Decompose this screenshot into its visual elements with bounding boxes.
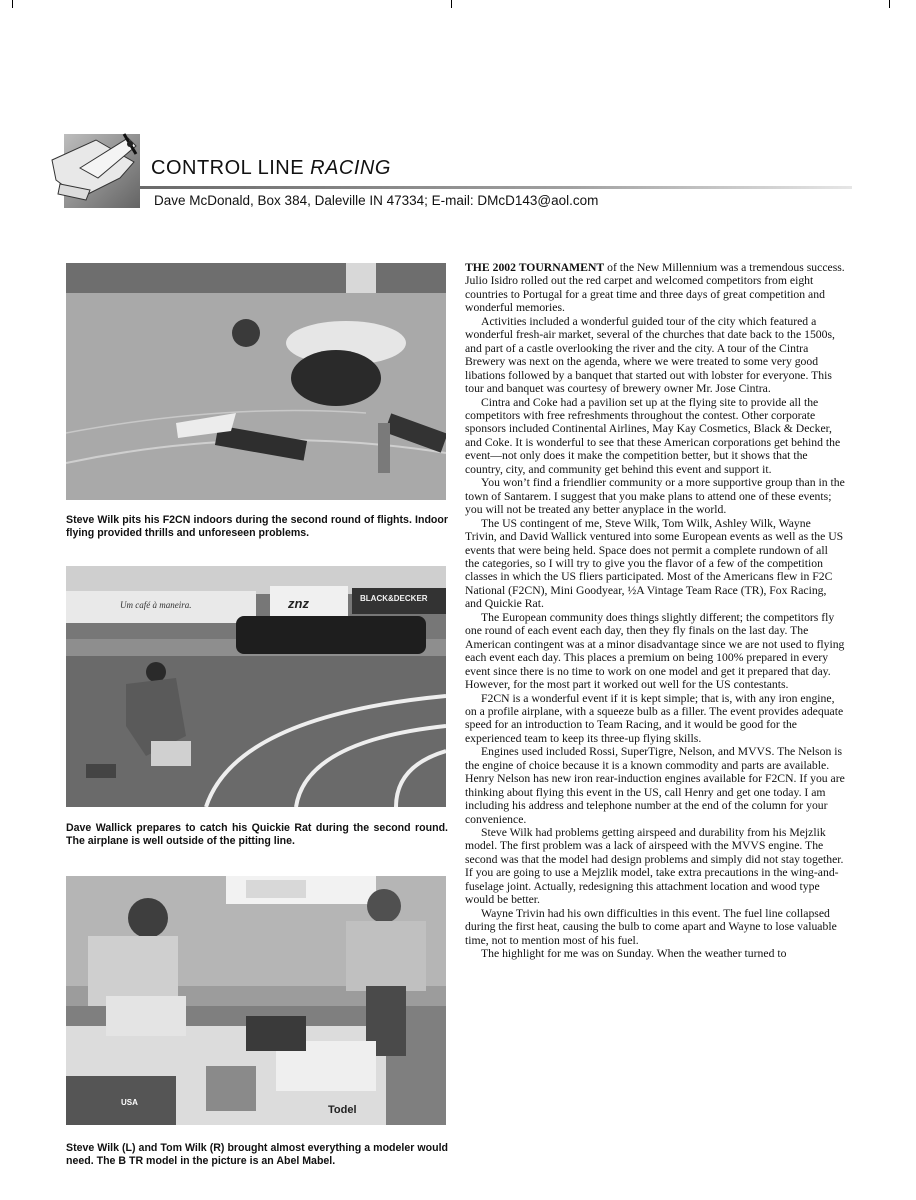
- article-body: [465, 261, 845, 1200]
- photo-outdoor-track: [66, 566, 446, 807]
- photo-indoor-pitting: [66, 263, 446, 500]
- header-rule: [140, 186, 852, 189]
- sign-maneira-text: à maneira.: [152, 600, 192, 610]
- photo-caption-1: Steve Wilk pits his F2CN indoors during the second round of flights. Indoor flying provided thrills and unforeseen problems.: [66, 514, 448, 539]
- section-title: [151, 157, 391, 180]
- article-paragraph: [465, 261, 845, 315]
- sign-zna: znz: [288, 596, 309, 611]
- article-paragraph: The highlight for me was on Sunday. When the weather turned to: [481, 947, 787, 961]
- label-model: Todel: [328, 1104, 357, 1116]
- photo-pit-room: [66, 876, 446, 1125]
- lead-text: of the New Millennium was a tremendous success. Julio Isidro rolled out the red carpet and welcomed competitors from eight countries to Portugal for a great time and three days of great competition and wonderful memories.: [465, 261, 845, 315]
- section-title-main: CONTROL LINE: [151, 157, 311, 179]
- photo-caption-2: Dave Wallick prepares to catch his Quickie Rat during the second round. The airplane is well outside of the pitting line.: [66, 822, 448, 847]
- article-paragraph: Activities included a wonderful guided tour of the city which featured a wonderful fresh-air market, several of the churches that date back to the 1500s, and part of a castle overlooking the river and the city. A tour of the Cintra Brewery was next on the agenda, where we were treated to some very good libations followed by a banquet that started out with lobster for everyone. This tour and banquet was courtesy of brewery owner Mr. Jose Cintra.: [465, 314, 835, 396]
- article-paragraph: You won’t find a friendlier community or a more supportive group than in the town of Santarem. I suggest that you make plans to attend one of these events; you will not be treated any better anyplace in the world.: [465, 476, 845, 517]
- crop-mark-left: [12, 0, 13, 8]
- label-usa: USA: [121, 1098, 138, 1107]
- crop-mark-center: [451, 0, 452, 8]
- section-title-italic: RACING: [310, 157, 391, 179]
- author-byline: Dave McDonald, Box 384, Daleville IN 47334; E-mail: DMcD143@aol.com: [154, 193, 599, 208]
- article-paragraph: The European community does things slightly different; the competitors fly one round of each event each day, then they fly finals on the last day. The American contingent was at a minor disadvantage since we are not used to flying each event each day. This places a premium on being 100% prepared in every event since there is no time to work on one model and get it prepared that day. However, for the most part it worked out well for the US contestants.: [465, 610, 845, 692]
- article-paragraph: Wayne Trivin had his own difficulties in this event. The fuel line collapsed during the first heat, causing the bulb to come apart and Wayne to lose valuable time, not to mention most of his fuel.: [465, 906, 837, 947]
- lead-heading: THE 2002 TOURNAMENT: [465, 261, 605, 274]
- sign-um-cafe: [120, 600, 192, 610]
- column-logo: [50, 132, 140, 208]
- article-paragraph: The US contingent of me, Steve Wilk, Tom Wilk, Ashley Wilk, Wayne Trivin, and David Wallick ventured into some European events as well as the US events that were being held. Space does not permit a complete rundown of all the categories, so I will try to give you the flavor of a few of the competition classes in which the US fliers participated. Most of the Americans flew in F2C National (F2CN), Mini Goodyear, ½A Vintage Team Race (TR), Fox Racing, and Quickie Rat.: [465, 516, 844, 611]
- article-paragraph: F2CN is a wonderful event if it is kept simple; that is, with any iron engine, on a profile airplane, with a squeeze bulb as a filler. The event provides adequate speed for an introduction to Team Racing, and it would be good for the experienced team to keep its three-up flying skills.: [465, 691, 844, 745]
- article-paragraph: Cintra and Coke had a pavilion set up at the flying site to provide all the competitors with free refreshments throughout the contest. Other corporate sponsors included Continental Airlines, May Kay Cosmetics, Black & Decker, and Coke. It is wonderful to see that these American corporations get behind the event—not only does it make the competition better, but it shows that the country, city, and community get behind this event and support it.: [465, 395, 841, 476]
- crop-mark-right: [889, 0, 890, 8]
- sign-black-decker: BLACK&DECKER: [360, 594, 428, 603]
- photo-caption-3: Steve Wilk (L) and Tom Wilk (R) brought almost everything a modeler would need. The B TR model in the picture is an Abel Mabel.: [66, 1142, 448, 1167]
- article-paragraph: Engines used included Rossi, SuperTigre, Nelson, and MVVS. The Nelson is the engine of choice because it is a known commodity and parts are available. Henry Nelson has new iron rear-induction engines available for F2CN. If you are thinking about flying this event in the US, call Henry and get one today. I am including his address and telephone number at the end of the column for your convenience.: [465, 745, 845, 826]
- article-paragraph: Steve Wilk had problems getting airspeed and durability from his Mejzlik model. The first problem was a lack of airspeed with the MVVS engine. The second was that the model had design problems and simply did not stay together. If you are going to use a Mejzlik model, take extra precautions in the wing-and-fuselage joint. Actually, redesigning this attachment location and wood type would be better.: [465, 826, 844, 907]
- sign-um-cafe-text: Um café: [120, 600, 151, 610]
